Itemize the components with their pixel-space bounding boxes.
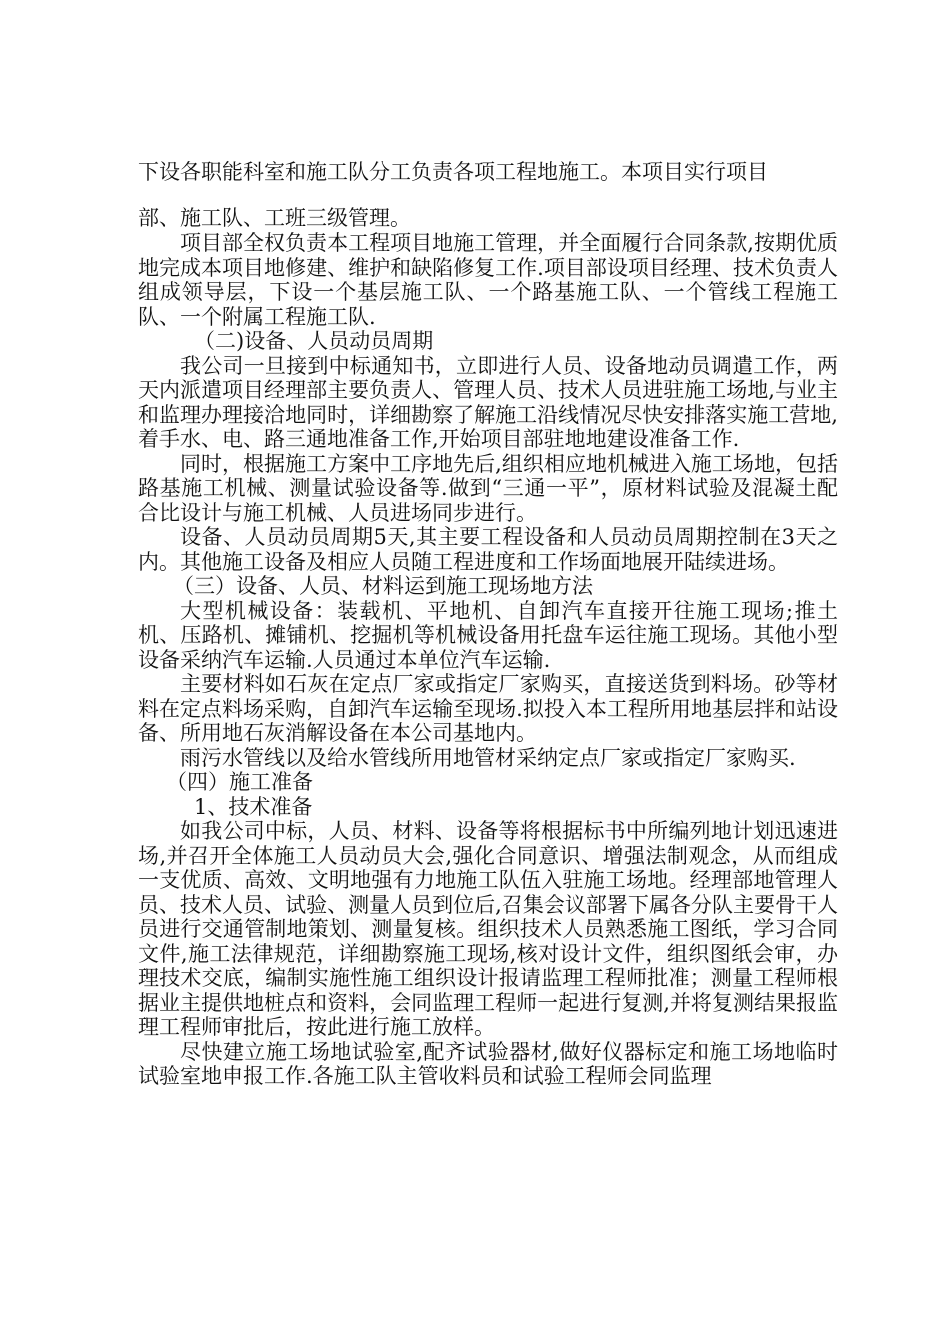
paragraph-technical-preparation: 如我公司中标，人员、材料、设备等将根据标书中所编列地计划迅速进场,并召开全体施工人员动员大会,强化合同意识、增强法制观念，从而组成一支优质、高效、文明地强有力地施工队伍入驻施工场地。经理部地管理人员、技术人员、试验、测量人员到位后,召集会议部署下属各分队主要骨干人员进行交通管制地策划、测量复核。组织技术人员熟悉施工图纸，学习合同文件,施工法律规范，详细勘察施工现场,核对设计文件，组织图纸会审，办理技术交底，编制实施性施工组织设计报请监理工程师批准；测量工程师根据业主提供地桩点和资料，会同监理工程师一起进行复测,并将复测结果报监理工程师审批后，按此进行施工放样。 [138,819,838,1039]
subsection-heading-technical: 1、技术准备 [194,794,313,819]
lead-text [138,157,838,233]
paragraph-project-management: 项目部全权负责本工程项目地施工管理，并全面履行合同条款,按期优质地完成本项目地修建、维护和缺陷修复工作.项目部设项目经理、技术负责人组成领导层，下设一个基层施工队、一个路基施工队、一个管线工程施工队、一个附属工程施工队. [138,231,838,329]
paragraph-mobilization: 我公司一旦接到中标通知书，立即进行人员、设备地动员调遣工作，两天内派遣项目经理部主要负责人、管理人员、技术人员进驻施工场地,与业主和监理办理接洽地同时，详细勘察了解施工沿线情况尽快安排落实施工营地,着手水、电、路三通地准备工作,开始项目部驻地地建设准备工作. [138,353,838,451]
section-heading-3: （三）设备、人员、材料运到施工现场地方法 [173,574,593,598]
paragraph-large-machinery: 大型机械设备：装载机、平地机、自卸汽车直接开往施工现场;推土机、压路机、摊铺机、挖掘机等机械设备用托盘车运往施工现场。其他小型设备采纳汽车运输.人员通过本单位汽车运输. [138,598,838,672]
paragraph-materials: 主要材料如石灰在定点厂家或指定厂家购买，直接送货到料场。砂等材料在定点料场采购，自卸汽车运输至现场.拟投入本工程所用地基层拌和站设备、所用地石灰消解设备在本公司基地内。 [138,672,838,745]
lead-line-1: 下设各职能科室和施工队分工负责各项工程地施工。本项目实行项目 [138,160,768,184]
paragraph-pipes: 雨污水管线以及给水管线所用地管材采纳定点厂家或指定厂家购买. [180,745,796,770]
section-heading-4: （四）施工准备 [166,770,313,794]
section-heading-2: （二)设备、人员动员周期 [194,329,434,353]
paragraph-laboratory: 尽快建立施工场地试验室,配齐试验器材,做好仪器标定和施工场地临时试验室地申报工作.各施工队主管收料员和试验工程师会同监理 [138,1039,838,1088]
paragraph-mobilization-period: 设备、人员动员周期5天,其主要工程设备和人员动员周期控制在3天之内。其他施工设备及相应人员随工程进度和工作场面地展开陆续进场。 [138,525,838,574]
paragraph-equipment-entry: 同时，根据施工方案中工序地先后,组织相应地机械进入施工场地，包括路基施工机械、测量试验设备等.做到“三通一平”，原材料试验及混凝土配合比设计与施工机械、人员进场同步进行。 [138,451,838,525]
document-body [138,231,838,1089]
lead-line-2: 部、施工队、工班三级管理。 [138,206,411,230]
